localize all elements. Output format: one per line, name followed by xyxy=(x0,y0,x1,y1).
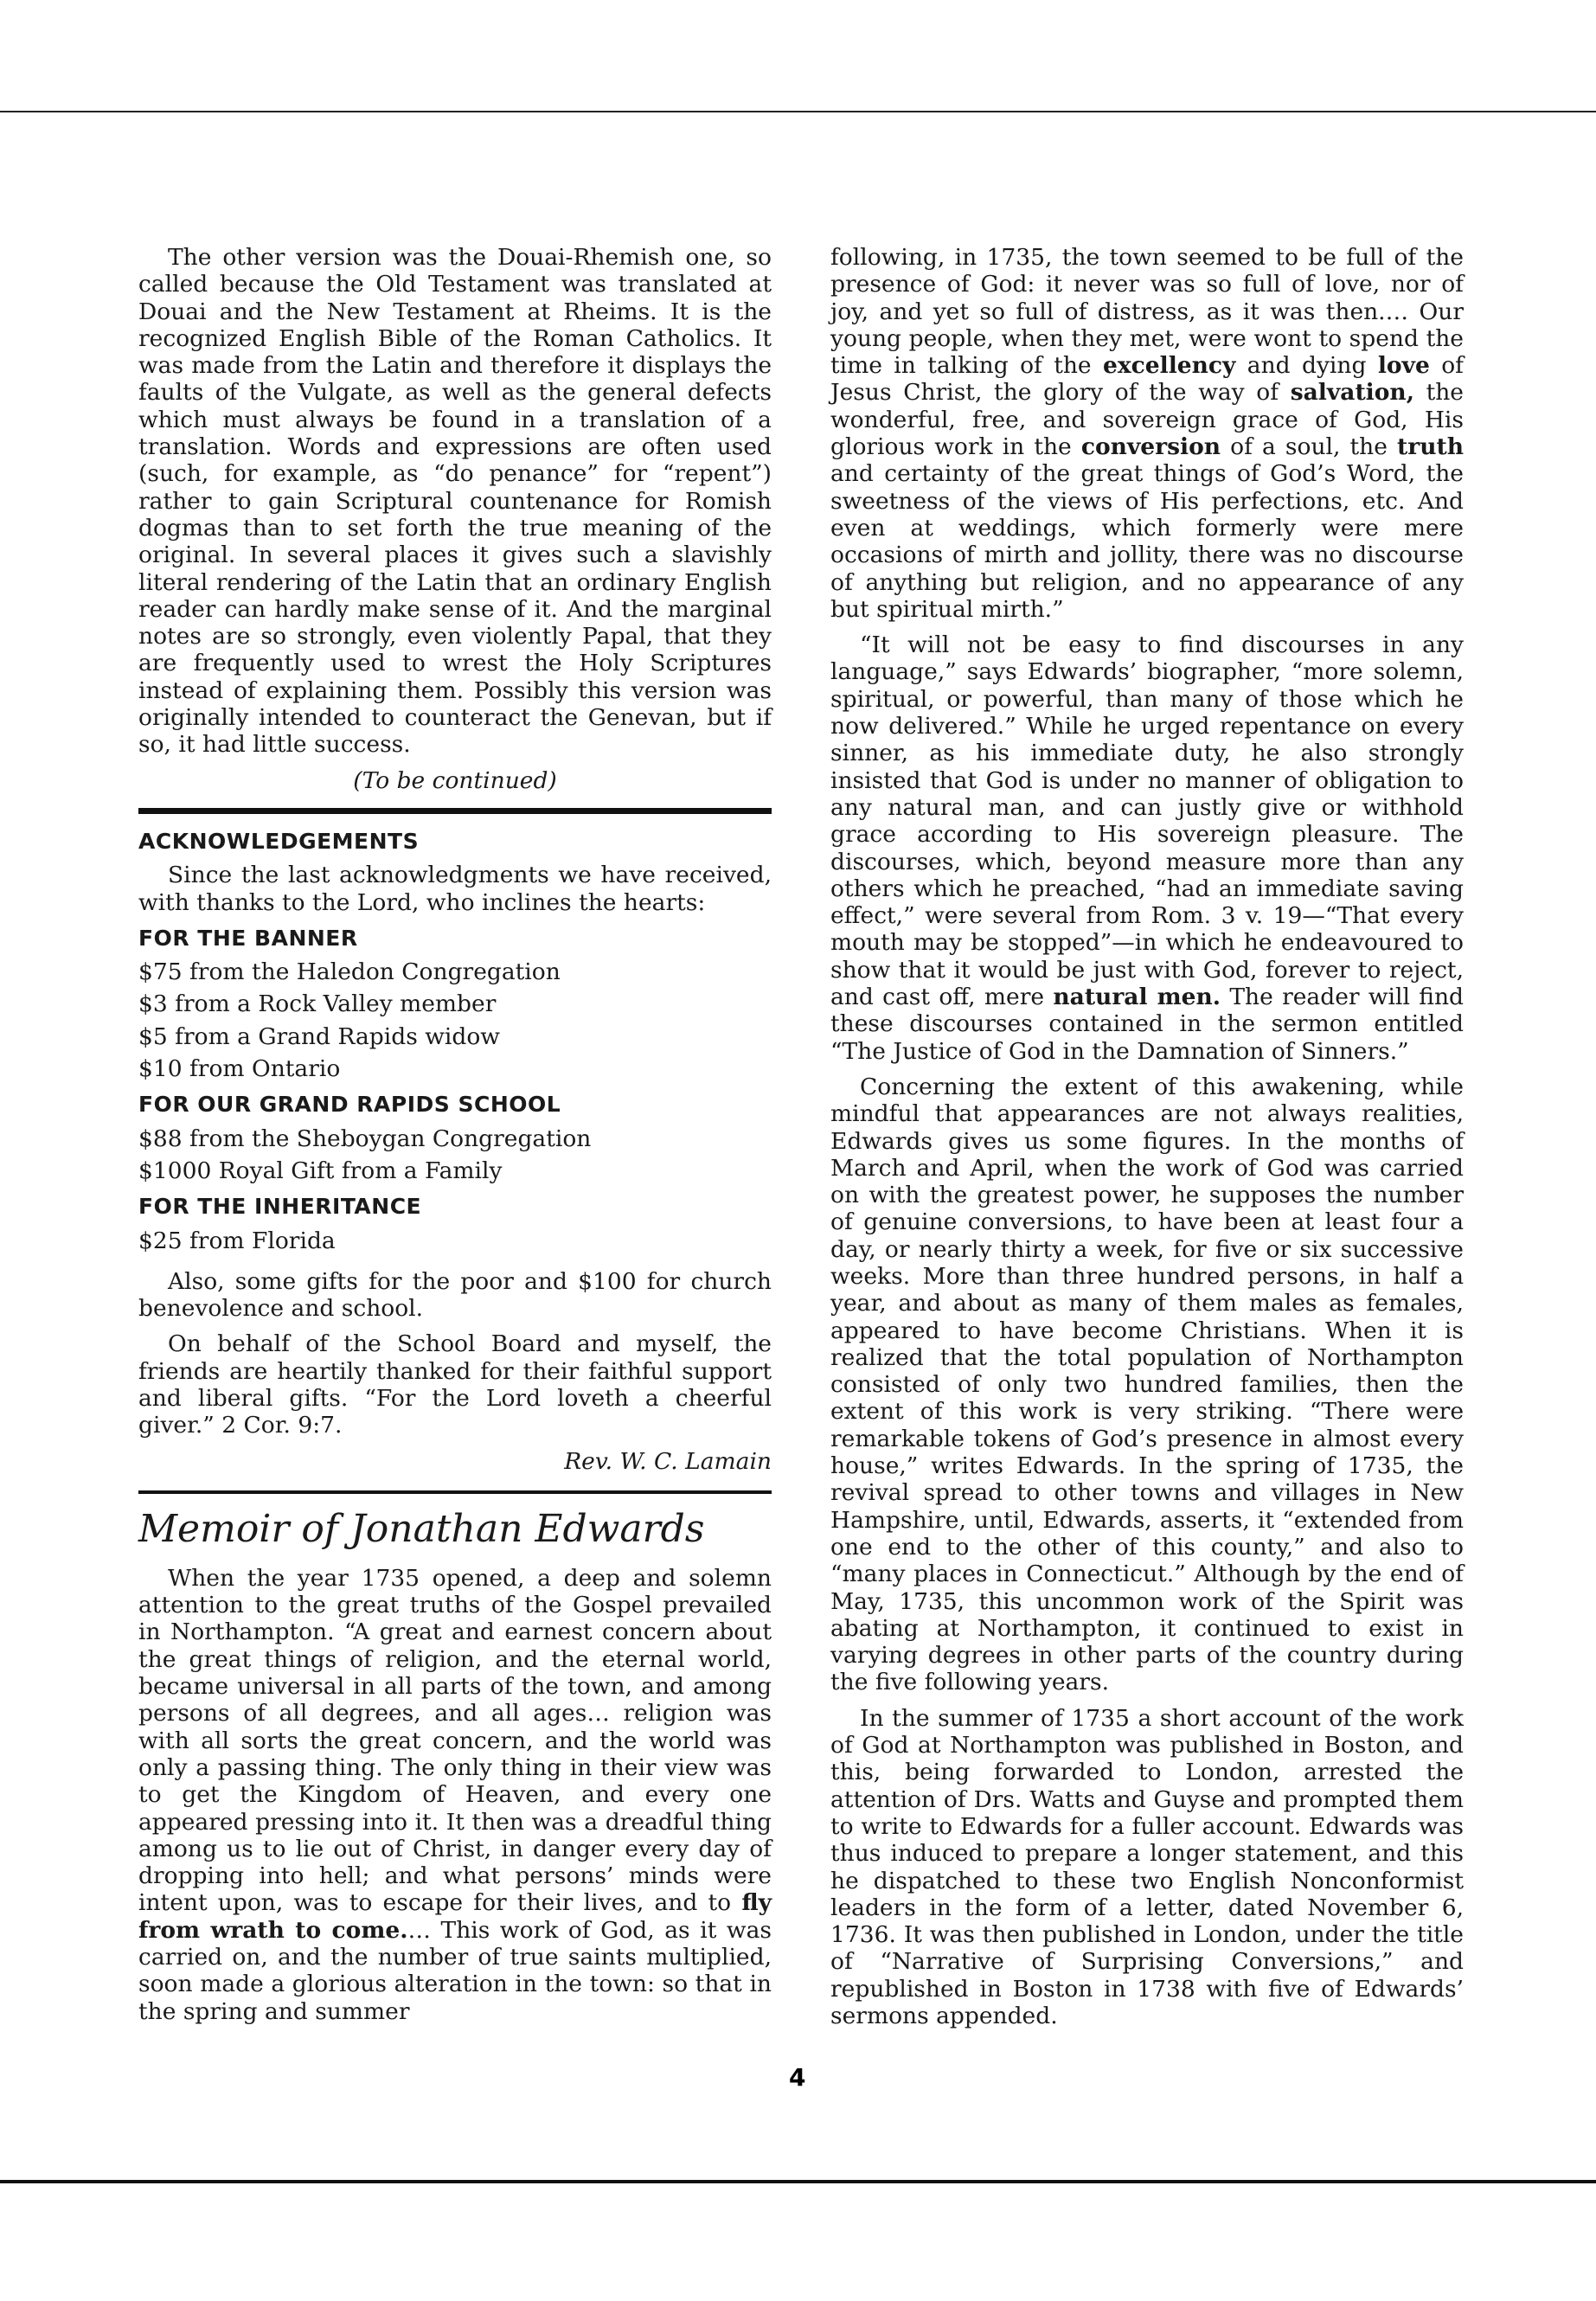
to-be-continued: (To be continued) xyxy=(353,766,557,794)
right-paragraph-3: Concerning the extent of this awakening, while mindful that appearances are not always realities, Edwards gives us some figures. In the months of March and April, when the work of God was carried on with the greatest power, he supposes the number of genuine conversions, to have been at least four a day, or nearly thirty a week, for five or six successive weeks. More than three hundred persons, in half a year, and about as many of them males as females, appeared to have become Christians. When it is realized that the total population of Northampton consisted of only two hundred families, then the extent of this work is very striking. “There were remarkable tokens of God’s presence in almost every house,” writes Edwards. In the spring of 1735, the revival spread to other towns and villages in New Hampshire, until, Edwards, asserts, it “extended from one end to the other of this county,” and also to “many places in Connecticut.” Although by the end of May, 1735, this uncommon work of the Spirit was abating at Northampton, it continued to exist in varying degrees in other parts of the country during the five following years. xyxy=(830,1073,1464,1696)
school-heading: FOR OUR GRAND RAPIDS SCHOOL xyxy=(138,1092,561,1118)
ack-thanks: On behalf of the School Board and myself, the friends are heartily thanked for their faithful support and liberal gifts. “For the Lord loveth a cheerful giver.” 2 Cor. 9:7. xyxy=(138,1330,772,1439)
right-paragraph-2: “It will not be easy to find discourses in any language,” says Edwards’ biographer, “more solemn, spiritual, or powerful, than many of those which he now delivered.” While he urged repentance on every sinner, as his immediate duty, he also strongly insisted that God is under no manner of obligation to any natural man, and can justly give or withhold grace according to His sovereign pleasure. The discourses, which, beyond measure more than any others which he preached, “had an immediate saving effect,” were several from Rom. 3 v. 19—“That every mouth may be stopped”—in which he endeavoured to show that it would be just with God, forever to reject, and cast off, mere natural men. The reader will find these discourses contained in the sermon entitled “The Justice of God in the Damnation of Sinners.” xyxy=(830,631,1464,1065)
section-divider xyxy=(138,808,772,814)
gift-item: $88 from the Sheboygan Congregation xyxy=(138,1125,592,1152)
douai-paragraph: The other version was the Douai-Rhemish one, so called because the Old Testament was translated at Douai and the New Testament at Rheims. It is the recognized English Bible of the Roman Catholics. It was made from the Latin and therefore it displays the faults of the Vulgate, as well as the general defects which must always be found in a translation of a translation. Words and expressions are often used (such, for example, as “do penance” for “repent”) rather to gain Scriptural countenance for Romish dogmas than to set forth the true meaning of the original. In several places it gives such a slavishly literal rendering of the Latin that an ordinary English reader can hardly make sense of it. And the marginal notes are so strongly, even violently Papal, that they are frequently used to wrest the Holy Scriptures instead of explaining them. Possibly this version was originally intended to counteract the Genevan, but if so, it had little success. xyxy=(138,244,772,759)
right-paragraph-1: following, in 1735, the town seemed to be full of the presence of God: it never was so full of love, nor of joy, and yet so full of distress, as it was then.… Our young people, when they met, were wont to spend the time in talking of the excellency and dying love of Jesus Christ, the glory of the way of salvation, the wonderful, free, and sovereign grace of God, His glorious work in the conversion of a soul, the truth and certainty of the great things of God’s Word, the sweetness of the views of His perfections, etc. And even at weddings, which formerly were mere occasions of mirth and jollity, there was no discourse of anything but religion, and no appearance of any but spiritual mirth.” xyxy=(830,244,1464,623)
acknowledgements-heading: ACKNOWLEDGEMENTS xyxy=(138,828,420,854)
left-column xyxy=(138,244,772,2034)
section-divider xyxy=(138,1490,772,1494)
ack-intro: Since the last acknowledgments we have received, with thanks to the Lord, who inclines the hearts: xyxy=(138,862,772,916)
page-number: 4 xyxy=(789,2063,806,2092)
gift-item: $75 from the Haledon Congregation xyxy=(138,958,561,986)
right-paragraph-4: In the summer of 1735 a short account of the work of God at Northampton was published in Boston, and this, being forwarded to London, arrested the attention of Drs. Watts and Guyse and prompted them to write to Edwards for a fuller account. Edwards was thus induced to prepare a longer statement, and this he dispatched to these two English Nonconformist leaders in the form of a letter, dated November 6, 1736. It was then published in London, under the title of “Narrative of Surprising Conversions,” and republished in Boston in 1738 with five of Edwards’ sermons appended. xyxy=(830,1704,1464,2029)
ack-also: Also, some gifts for the poor and $100 for church benevolence and school. xyxy=(138,1267,772,1323)
gift-item: $1000 Royal Gift from a Family xyxy=(138,1157,503,1184)
gift-item: $25 from Florida xyxy=(138,1227,336,1254)
gift-item: $3 from a Rock Valley member xyxy=(138,990,497,1018)
top-rule xyxy=(0,111,1596,112)
bottom-rule xyxy=(0,2180,1596,2183)
inheritance-heading: FOR THE INHERITANCE xyxy=(138,1194,422,1220)
gift-item: $5 from a Grand Rapids widow xyxy=(138,1022,500,1050)
banner-heading: FOR THE BANNER xyxy=(138,925,358,951)
memoir-paragraph-1: When the year 1735 opened, a deep and solemn attention to the great truths of the Gospel prevailed in Northampton. “A great and earnest concern about the great things of religion, and the eternal world, became universal in all parts of the town, and among persons of all degrees, and all ages… religion was with all sorts the great concern, and the world was only a passing thing. The only thing in their view was to get the Kingdom of Heaven, and every one appeared pressing into it. It then was a dreadful thing among us to lie out of Christ, in danger every day of dropping into hell; and what persons’ minds were intent upon, was to escape for their lives, and to fly from wrath to come.… This work of God, as it was carried on, and the number of true saints multiplied, soon made a glorious alteration in the town: so that in the spring and summer xyxy=(138,1564,772,2025)
gift-item: $10 from Ontario xyxy=(138,1055,341,1083)
right-column xyxy=(830,244,1464,2038)
memoir-title: Memoir of Jonathan Edwards xyxy=(138,1506,705,1551)
signature: Rev. W. C. Lamain xyxy=(564,1447,772,1475)
